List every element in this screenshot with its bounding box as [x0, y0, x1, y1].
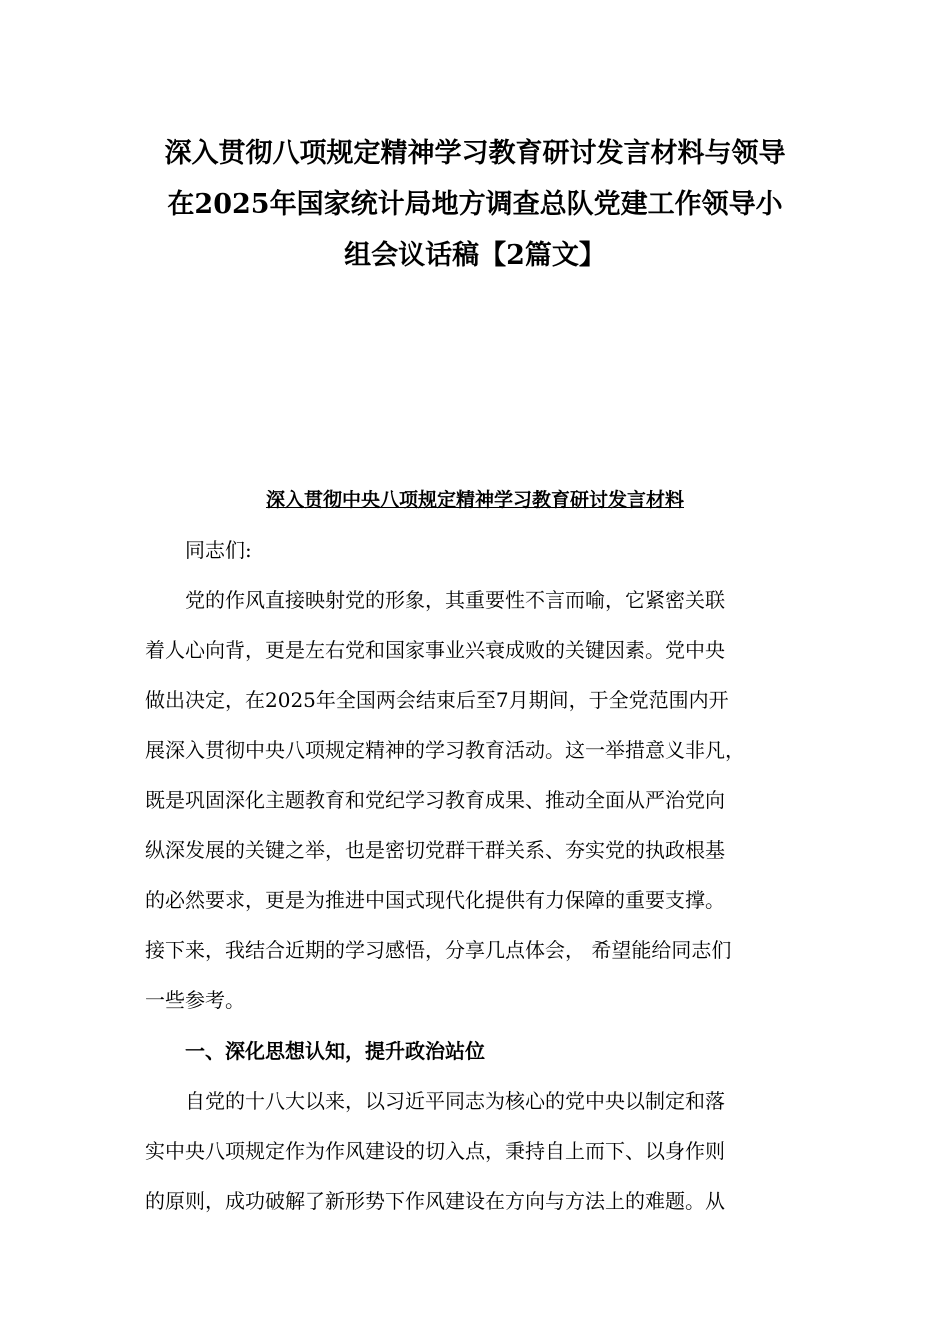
title-line: 在2025年国家统计局地方调查总队党建工作领导小: [167, 189, 783, 220]
document-title: [120, 128, 830, 281]
greeting-text: 同志们:: [185, 538, 252, 562]
paragraph-line: 着人心向背，更是左右党和国家事业兴衰成败的关键因素。党中央: [145, 638, 725, 662]
paragraph-line: 自党的十八大以来，以习近平同志为核心的党中央以制定和落: [185, 1089, 725, 1113]
section-heading-1: [145, 1026, 810, 1076]
paragraph-line: 做出决定，在2025年全国两会结束后至7月期间，于全党范围内开: [145, 688, 729, 712]
title-line: 组会议话稿【2篇文】: [344, 240, 606, 271]
paragraph-line: 展深入贯彻中央八项规定精神的学习教育活动。这一举措意义非凡，: [145, 738, 745, 762]
heading-text: 一、深化思想认知，提升政治站位: [185, 1039, 485, 1063]
paragraph-line: 的原则，成功破解了新形势下作风建设在方向与方法上的难题。从: [145, 1189, 725, 1213]
paragraph-line: 既是巩固深化主题教育和党纪学习教育成果、推动全面从严治党向: [145, 788, 725, 812]
paragraph-line: 的必然要求，更是为推进中国式现代化提供有力保障的重要支撑。: [145, 888, 725, 912]
paragraph-line: 纵深发展的关键之举，也是密切党群干群关系、夯实党的执政根基: [145, 838, 725, 862]
title-line: 深入贯彻八项规定精神学习教育研讨发言材料与领导: [164, 138, 786, 169]
paragraph-intro: [145, 575, 810, 1025]
paragraph-line: 党的作风直接映射党的形象，其重要性不言而喻，它紧密关联: [185, 588, 725, 612]
greeting: [145, 525, 810, 575]
paragraph-line: 接下来，我结合近期的学习感悟，分享几点体会， 希望能给同志们: [145, 938, 732, 962]
section-title: 深入贯彻中央八项规定精神学习教育研讨发言材料: [265, 489, 684, 511]
paragraph-line: 实中央八项规定作为作风建设的切入点，秉持自上而下、以身作则: [145, 1139, 725, 1163]
paragraph-line: 一些参考。: [145, 988, 245, 1012]
paragraph-section-1: [145, 1076, 810, 1226]
